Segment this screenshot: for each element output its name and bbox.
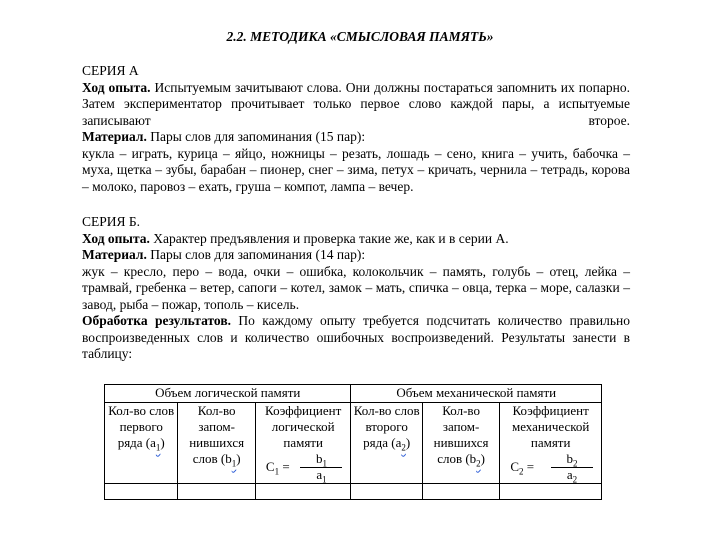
formula-c1	[258, 451, 349, 483]
table-cell[interactable]	[105, 484, 178, 500]
series-a-section	[82, 63, 630, 195]
formula-c2-denominator: $a_2$	[566, 467, 578, 485]
col-header-remembered-1: Кол-во запомнившихся слов $(b_1)$	[178, 403, 255, 484]
col-header-remembered-2: Кол-во запомнившихся слов $(b_2)$	[422, 403, 499, 484]
page-title: 2.2. МЕТОДИКА «СМЫСЛОВАЯ ПАМЯТЬ»	[226, 29, 494, 44]
table-cell[interactable]	[351, 484, 422, 500]
series-a-heading: СЕРИЯ А	[82, 63, 139, 78]
table-row	[105, 484, 602, 500]
procedure-label: Ход опыта.	[82, 230, 150, 246]
table-cell[interactable]	[422, 484, 499, 500]
results-table	[104, 384, 602, 500]
material-label: Материал.	[82, 247, 147, 262]
procedure-text: Характер предъявления и проверка такие же, как и в серии А.	[149, 230, 509, 246]
processing-paragraph	[82, 313, 630, 363]
procedure-label: Ход опыта.	[82, 79, 151, 95]
series-a-pairs: кукла – играть, курица – яйцо, ножницы – резать, лошадь – сено, книга – учить, бабочка – муха, щетка – зубы, барабан – пионер, снег – зима, петух – кричать, чернила – тетрадь, корова – молоко, паровоз – ехать, груша – компот, лампа – вечер.	[82, 145, 630, 194]
material-text: Пары слов для запоминания (14 пар):	[146, 247, 366, 262]
col-header-words-row2: Кол-во слов второго ряда $(а_2)$	[351, 403, 422, 484]
table-cell[interactable]	[178, 484, 255, 500]
series-b-section	[82, 214, 630, 363]
formula-c1-lhs: $C_1$ =	[265, 459, 290, 477]
series-a-procedure	[82, 80, 630, 130]
series-b-pairs: жук – кресло, перо – вода, очки – ошибка, колокольчик – память, голубь – отец, лейка – трамвай, гребенка – ветер, сапоги – котел, замок – мать, спичка – овца, терка – море, салазки – завод, рыба – пожар, тополь – кисель.	[82, 263, 630, 312]
formula-c1-denominator: $a_1$	[316, 467, 327, 485]
formula-c2	[502, 451, 599, 483]
formula-c1-numerator: $b_1$	[315, 451, 327, 469]
formula-c2-lhs: $C_2$ =	[510, 459, 535, 477]
series-b-procedure	[82, 231, 630, 248]
procedure-text: Испытуемым зачитывают слова. Они должны постараться запомнить их попарно. Затем экспериментатор прочитывает только первое слово каждой пары, а испытуемые записывают второе.	[82, 79, 630, 128]
series-a-material	[82, 129, 630, 146]
col-header-mechanical-coef: Коэффициент механической памяти $C_2$ = $b_2$ $a_2$	[500, 403, 602, 484]
processing-label: Обработка результатов.	[82, 313, 231, 328]
formula-c2-numerator: $b_2$	[566, 451, 578, 469]
material-text: Пары слов для запоминания (15 пар):	[146, 129, 366, 144]
processing-text: По каждому опыту требуется подсчитать количество правильно воспроизведенных слов и количество ошибочных воспроизведений. Результаты занести в таблицу:	[82, 313, 631, 361]
col-header-words-row1: Кол-во слов первого ряда $(а_1)$	[105, 403, 178, 484]
group-header-mechanical: Объем механической памяти	[351, 385, 602, 403]
group-header-logical: Объем логической памяти	[105, 385, 351, 403]
col-header-logical-coef: Коэффициент логической памяти $C_1$ = $b_1$ $a_1$	[255, 403, 351, 484]
series-b-material	[82, 247, 630, 264]
series-b-heading: СЕРИЯ Б.	[82, 214, 141, 229]
material-label: Материал.	[82, 129, 147, 144]
